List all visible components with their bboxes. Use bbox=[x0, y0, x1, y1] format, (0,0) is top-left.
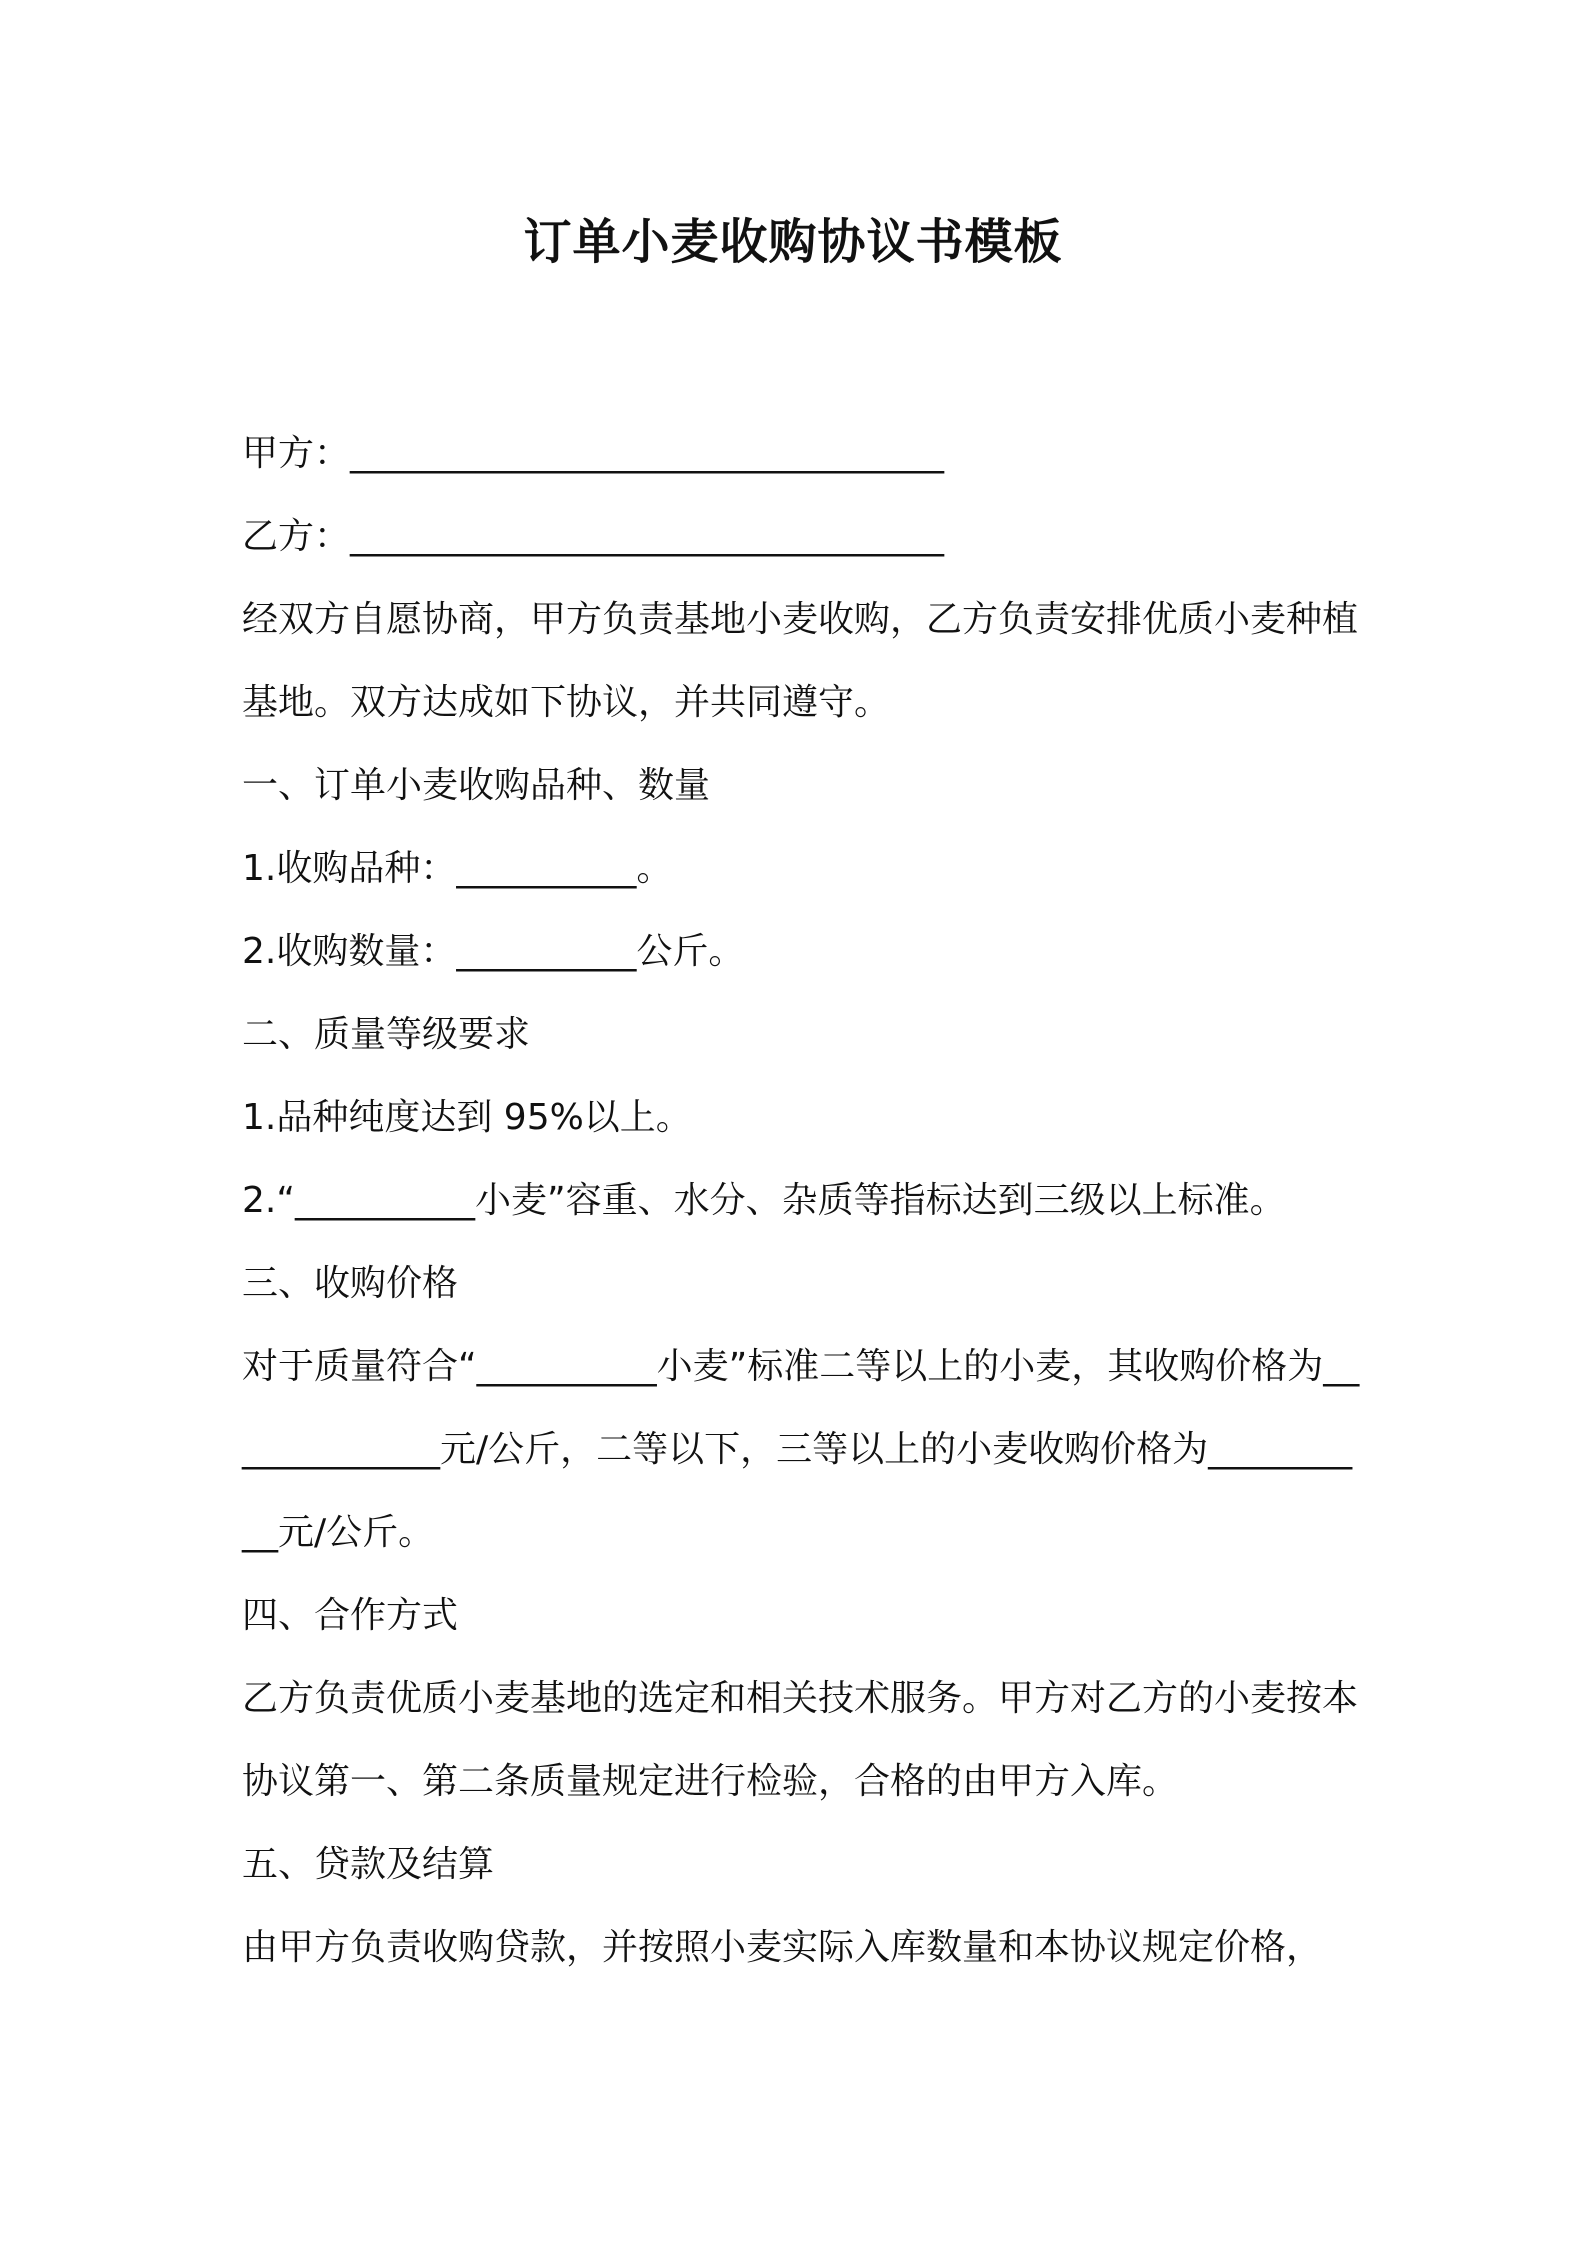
section-4-heading: 四、合作方式 bbox=[242, 1595, 459, 1636]
section-1-heading: 一、订单小麦收购品种、数量 bbox=[242, 765, 711, 806]
section-5-heading: 五、贷款及结算 bbox=[242, 1844, 495, 1885]
document-title: 订单小麦收购协议书模板 bbox=[523, 214, 1063, 270]
party-a-line: 甲方：_________________________________ bbox=[242, 433, 945, 474]
party-b-line: 乙方：_________________________________ bbox=[242, 516, 945, 557]
section-3-paragraph: 对于质量符合“__________小麦”标准二等以上的小麦，其收购价格为_____________元/公斤，二等以下，三等以上的小麦收购价格为__________元/公斤。 bbox=[242, 1346, 1360, 1553]
section-2-heading: 二、质量等级要求 bbox=[242, 1014, 531, 1055]
section-1-item-1: 1.收购品种：__________。 bbox=[242, 848, 673, 889]
section-5-paragraph: 由甲方负责收购贷款，并按照小麦实际入库数量和本协议规定价格， bbox=[242, 1927, 1323, 1968]
section-2-item-2: 2.“__________小麦”容重、水分、杂质等指标达到三级以上标准。 bbox=[242, 1180, 1286, 1221]
section-4-paragraph: 乙方负责优质小麦基地的选定和相关技术服务。甲方对乙方的小麦按本协议第一、第二条质量规定进行检验，合格的由甲方入库。 bbox=[242, 1678, 1359, 1802]
section-3-heading: 三、收购价格 bbox=[242, 1263, 459, 1304]
document-body bbox=[242, 412, 1362, 1989]
section-1-item-2: 2.收购数量：__________公斤。 bbox=[242, 931, 745, 972]
intro-paragraph: 经双方自愿协商，甲方负责基地小麦收购，乙方负责安排优质小麦种植基地。双方达成如下协议，并共同遵守。 bbox=[242, 599, 1359, 723]
section-2-item-1: 1.品种纯度达到 95%以上。 bbox=[242, 1097, 692, 1138]
